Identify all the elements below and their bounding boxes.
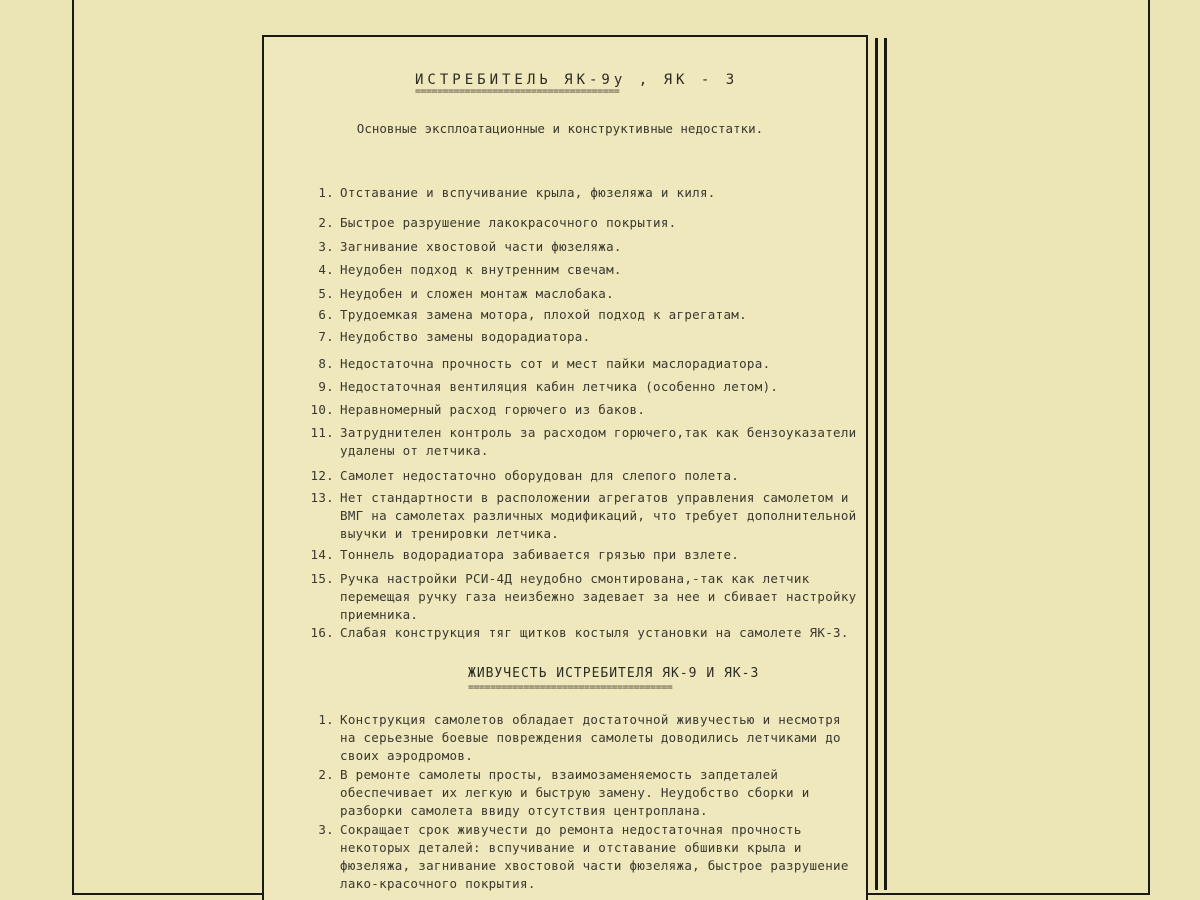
survivability-text: В ремонте самолеты просты, взаимозаменяемость запдеталей обеспечивает их легкую и быструю замену. Неудобство сборки и разборки самолета ввиду отсутствия центроплана. xyxy=(340,767,810,818)
defect-number: 13. xyxy=(310,490,334,505)
defect-number: 7. xyxy=(318,329,334,344)
defect-item xyxy=(300,285,860,303)
defect-item xyxy=(300,328,860,346)
defect-text: Трудоемкая замена мотора, плохой подход к агрегатам. xyxy=(340,307,747,322)
defect-item xyxy=(300,378,860,396)
section-underline: ===================================== xyxy=(468,682,673,693)
defect-text: Недостаточная вентиляция кабин летчика (особенно летом). xyxy=(340,379,779,394)
defect-text: Недостаточна прочность сот и мест пайки маслорадиатора. xyxy=(340,356,771,371)
section-title: ЖИВУЧЕСТЬ ИСТРЕБИТЕЛЯ ЯК-9 И ЯК-3 xyxy=(468,666,760,681)
defect-number: 4. xyxy=(318,262,334,277)
survivability-item xyxy=(300,821,860,893)
defect-number: 12. xyxy=(310,468,334,483)
defect-text: Неудобен и сложен монтаж маслобака. xyxy=(340,286,614,301)
document-title: ИСТРЕБИТЕЛЬ ЯК-9у , ЯК - 3 xyxy=(415,72,739,88)
defect-text: Нет стандартности в расположении агрегатов управления самолетом и ВМГ на самолетах различных модификаций, что требует дополнительной выучки и тренировки летчика. xyxy=(340,490,857,541)
defect-number: 16. xyxy=(310,625,334,640)
defect-number: 3. xyxy=(318,239,334,254)
defect-text: Неудобен подход к внутренним свечам. xyxy=(340,262,622,277)
defect-number: 10. xyxy=(310,402,334,417)
defect-text: Затруднителен контроль за расходом горючего,так как бензоуказатели удалены от летчика. xyxy=(340,425,857,458)
survivability-number: 3. xyxy=(318,822,334,837)
survivability-text: Сокращает срок живучести до ремонта недостаточная прочность некоторых деталей: вспучивание и отставание обшивки крыла и фюзеляжа, загнивание хвостовой части фюзеляжа, быстрое разрушение лако-красочного покрытия. xyxy=(340,822,849,891)
defect-item xyxy=(300,546,860,564)
defect-number: 8. xyxy=(318,356,334,371)
defect-item xyxy=(300,424,860,460)
defect-item xyxy=(300,355,860,373)
defect-number: 6. xyxy=(318,307,334,322)
defect-item xyxy=(300,624,860,642)
border-line-left xyxy=(875,38,878,890)
survivability-text: Конструкция самолетов обладает достаточной живучестью и несмотря на серьезные боевые повреждения самолеты доводились летчиками до своих аэродромов. xyxy=(340,712,841,763)
survivability-number: 1. xyxy=(318,712,334,727)
defect-item xyxy=(300,261,860,279)
defect-number: 5. xyxy=(318,286,334,301)
defect-text: Тоннель водорадиатора забивается грязью при взлете. xyxy=(340,547,740,562)
defect-item xyxy=(300,401,860,419)
defect-text: Слабая конструкция тяг щитков костыля установки на самолете ЯК-3. xyxy=(340,625,849,640)
survivability-item xyxy=(300,766,860,820)
defect-number: 11. xyxy=(310,425,334,440)
defect-number: 2. xyxy=(318,215,334,230)
defect-number: 14. xyxy=(310,547,334,562)
defect-item xyxy=(300,570,860,624)
defect-text: Быстрое разрушение лакокрасочного покрытия. xyxy=(340,215,677,230)
defect-item xyxy=(300,238,860,256)
survivability-number: 2. xyxy=(318,767,334,782)
defect-text: Неравномерный расход горючего из баков. xyxy=(340,402,646,417)
defect-item xyxy=(300,489,860,543)
defect-text: Неудобство замены водорадиатора. xyxy=(340,329,591,344)
survivability-item xyxy=(300,711,860,765)
defect-item xyxy=(300,214,860,232)
defect-number: 1. xyxy=(318,185,334,200)
defect-text: Загнивание хвостовой части фюзеляжа. xyxy=(340,239,622,254)
title-underline: ===================================== xyxy=(415,86,620,97)
defect-text: Самолет недостаточно оборудован для слепого полета. xyxy=(340,468,740,483)
defect-text: Отставание и вспучивание крыла, фюзеляжа и киля. xyxy=(340,185,716,200)
defect-number: 15. xyxy=(310,571,334,586)
defect-item xyxy=(300,184,860,202)
defect-item xyxy=(300,306,860,324)
border-line-right xyxy=(884,38,887,890)
defect-text: Ручка настройки РСИ-4Д неудобно смонтирована,-так как летчик перемещая ручку газа неизбежно задевает за нее и сбивает настройку приемника. xyxy=(340,571,857,622)
defect-item xyxy=(300,467,860,485)
document-subtitle: Основные эксплоатационные и конструктивные недостатки. xyxy=(356,121,764,136)
defect-number: 9. xyxy=(318,379,334,394)
